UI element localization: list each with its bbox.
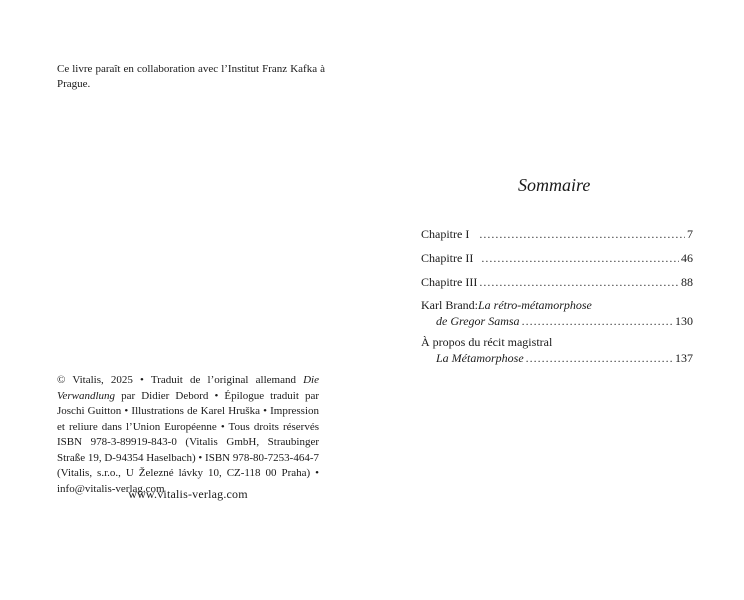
toc-entry-epilogue — [421, 297, 693, 329]
toc-entry-page: 137 — [675, 351, 693, 365]
toc-leader-dots — [479, 226, 685, 242]
toc-entry-chapter-3 — [421, 274, 693, 290]
toc-entry-chapter-2 — [421, 250, 693, 266]
toc-leader-dots — [481, 250, 679, 266]
publisher-website: www.vitalis-verlag.com — [128, 487, 248, 501]
toc-leader-dots — [526, 350, 673, 366]
toc-entry-label: À propos du récit magistral — [421, 335, 553, 349]
imprint-text-1: © Vitalis, 2025 • Traduit de l’original allemand — [57, 374, 304, 386]
toc-entry-author: Karl Brand: — [421, 298, 478, 312]
toc-entry-page: 130 — [675, 314, 693, 328]
right-page — [372, 0, 744, 600]
toc-title: Sommaire — [518, 175, 591, 195]
toc-entry-label: Chapitre I — [421, 227, 470, 241]
toc-entry-about — [421, 334, 693, 366]
imprint-notice — [57, 373, 319, 497]
collaboration-note: Ce livre paraît en collaboration avec l’Institut Franz Kafka à Prague. — [57, 63, 325, 90]
toc-entry-title: La rétro-métamorphose — [477, 298, 592, 312]
toc-entry-chapter-1 — [421, 226, 693, 242]
toc-entry-title-continued: La Métamorphose — [436, 351, 524, 365]
toc-leader-dots — [479, 274, 679, 290]
toc-entry-title-continued: de Gregor Samsa — [436, 314, 520, 328]
imprint-text-2: par Didier Debord • Épilogue traduit par Joschi Guitton • Illustrations de Karel Hruška • Impression et reliure dans l’Union Européenne • Tous droits réservés ISBN 978-3-89919-843-0 (Vitalis GmbH, Straubinger Straße 19, D-94354 Haselbach) • ISBN 978-80-7253-464-7 (Vitalis, s.r.o., U Železné lávky 10, CZ-118 00 Praha) • info@vitalis-verlag.com — [57, 389, 319, 495]
toc-entry-label: Chapitre III — [421, 275, 478, 289]
toc-entry-label: Chapitre II — [421, 251, 474, 265]
toc-entry-page: 7 — [687, 227, 693, 241]
toc-entry-page: 46 — [681, 251, 693, 265]
toc-leader-dots — [522, 313, 673, 329]
original-title: Die Verwandlung — [57, 374, 319, 402]
toc-entry-page: 88 — [681, 275, 693, 289]
